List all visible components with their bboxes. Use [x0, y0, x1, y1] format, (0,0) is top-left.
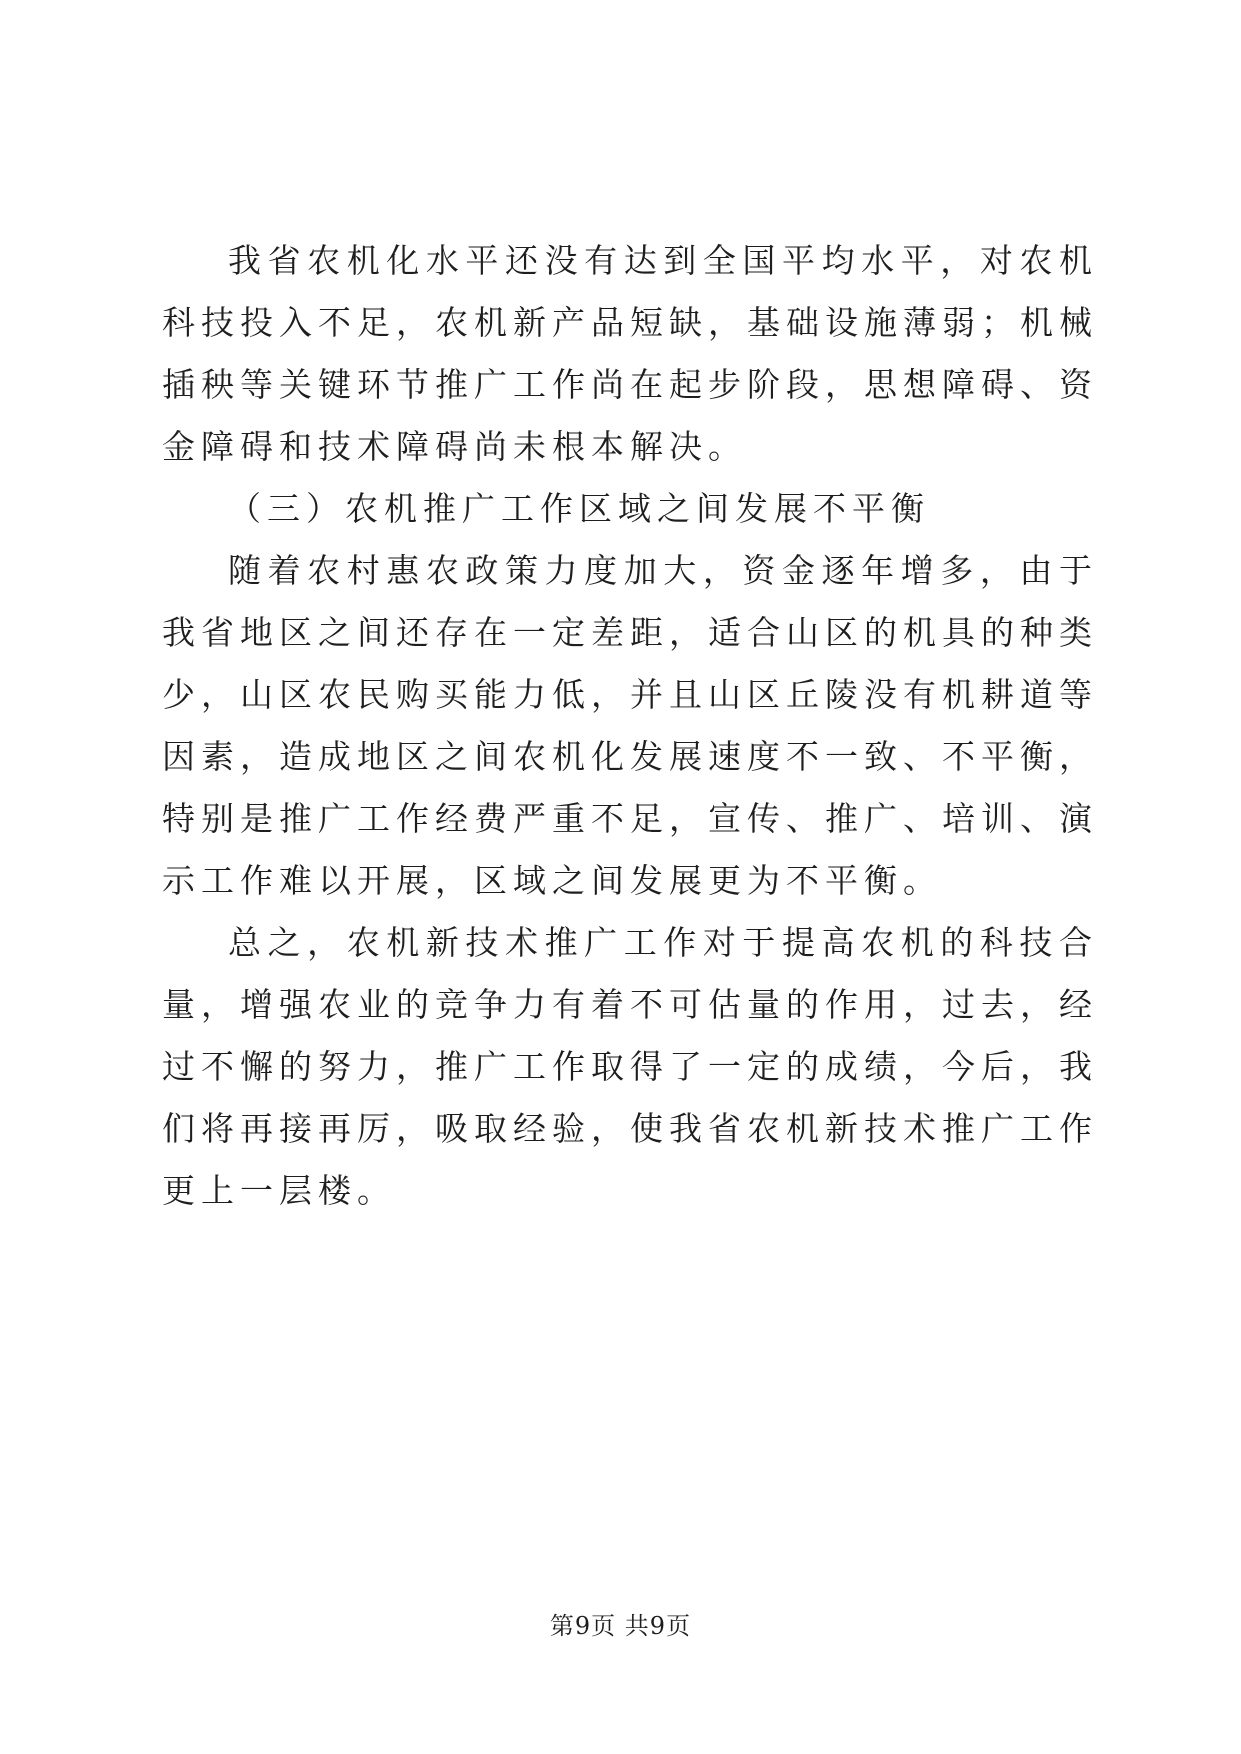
section-heading-regional-imbalance: （三）农机推广工作区域之间发展不平衡: [228, 489, 930, 528]
paragraph-regional-differences: 随着农村惠农政策力度加大，资金逐年增多，由于我省地区之间还存在一定差距，适合山区的机具的种类少，山区农民购买能力低，并且山区丘陵没有机耕道等因素，造成地区之间农机化发展速度不一致、不平衡，特别是推广工作经费严重不足，宣传、推广、培训、演示工作难以开展，区域之间发展更为不平衡。: [162, 551, 1098, 900]
page-number-footer: 第9页 共9页: [549, 1612, 692, 1640]
paragraph-funding-shortfall: 我省农机化水平还没有达到全国平均水平，对农机科技投入不足，农机新产品短缺，基础设施薄弱；机械插秧等关键环节推广工作尚在起步阶段，思想障碍、资金障碍和技术障碍尚未根本解决。: [162, 241, 1098, 466]
document-body: [162, 230, 1098, 1222]
paragraph-conclusion: 总之，农机新技术推广工作对于提高农机的科技合量，增强农业的竞争力有着不可估量的作用，过去，经过不懈的努力，推广工作取得了一定的成绩，今后，我们将再接再厉，吸取经验，使我省农机新技术推广工作更上一层楼。: [162, 923, 1098, 1210]
